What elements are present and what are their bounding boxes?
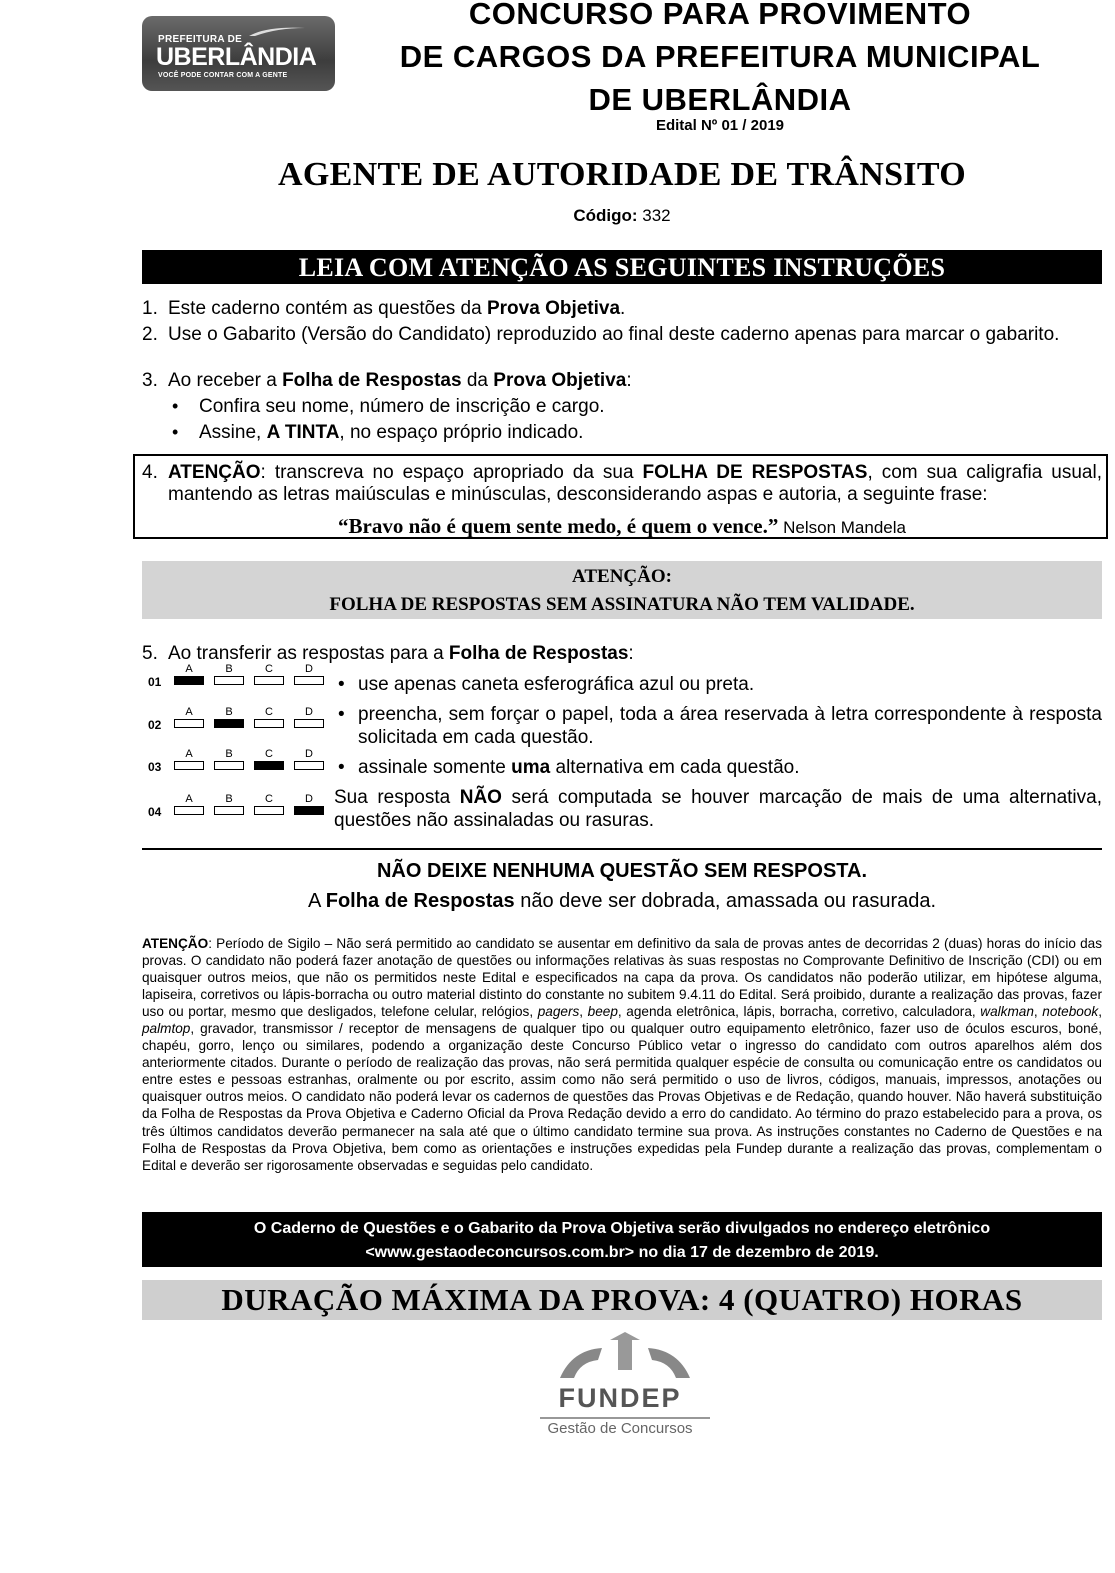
rule-4-text [334, 786, 1102, 832]
answer-example-number: 02 [148, 718, 162, 732]
i5-b: Folha de Respostas [448, 643, 629, 664]
r3-b: uma [511, 757, 551, 778]
i1-c: . [620, 298, 626, 319]
instruction-2-text: Use o Gabarito (Versão do Candidato) reproduzido ao final deste caderno apenas para marcar o gabarito. [168, 324, 1060, 345]
divulgacao-line1: O Caderno de Questões e o Gabarito da Prova Objetiva serão divulgados no endereço eletrônico [253, 1220, 991, 1237]
instruction-4-text [168, 462, 1102, 506]
option-letter-d: D [305, 748, 313, 760]
bullet-icon: • [172, 396, 179, 416]
answer-bubble [294, 676, 324, 685]
codigo-value: 332 [637, 206, 671, 225]
answer-bubble [254, 719, 284, 728]
i3-e: : [626, 370, 632, 391]
option-letter-b: B [225, 663, 233, 675]
option-letter-a: A [185, 748, 193, 760]
rule-1-bullet: • [338, 674, 345, 695]
answer-bubble [174, 719, 204, 728]
option-letter-a: A [185, 706, 193, 718]
logo-line1: PREFEITURA DE [158, 34, 243, 45]
rule-1-text: use apenas caneta esferográfica azul ou preta. [358, 674, 755, 695]
rule-3-text [358, 756, 1102, 779]
instructions-header: LEIA COM ATENÇÃO AS SEGUINTES INSTRUÇÕES [142, 250, 1102, 284]
option-letter-d: D [305, 793, 313, 805]
nao-deixe-heading: NÃO DEIXE NENHUMA QUESTÃO SEM RESPOSTA. [376, 860, 868, 882]
sigilo-s9: , [1033, 1004, 1043, 1020]
answer-bubble [214, 761, 244, 770]
answer-bubble [294, 719, 324, 728]
prefeitura-logo [142, 16, 335, 91]
folha-c: não deve ser dobrada, amassada ou rasurada. [514, 890, 937, 912]
divulgacao-banner [142, 1212, 1102, 1267]
instruction-5-text [168, 643, 1102, 665]
quote: “Bravo não é quem sente medo, é quem o vence.” [338, 514, 779, 538]
sigilo-walkman: walkman [980, 1004, 1034, 1020]
b2-a: Assine, [199, 422, 267, 443]
folha-a: A [307, 890, 326, 912]
answer-bubble [294, 806, 324, 815]
rule-2-text: preencha, sem forçar o papel, toda a área reservada à letra correspondente à resposta solicitada em cada questão. [358, 704, 1102, 748]
i1-b: Prova Objetiva [486, 298, 621, 319]
option-letter-c: C [265, 663, 273, 675]
cargo-title: AGENTE DE AUTORIDADE DE TRÂNSITO [278, 156, 966, 193]
answer-bubble [254, 806, 284, 815]
i3-c: da [461, 370, 494, 391]
option-letter-a: A [185, 663, 193, 675]
bullet-icon: • [172, 422, 179, 442]
option-letter-b: B [225, 748, 233, 760]
b2-c: , no espaço próprio indicado. [339, 422, 584, 443]
i3-b: Folha de Respostas [282, 370, 462, 391]
r3-a: assinale somente [358, 757, 512, 778]
sigilo-s5: , [579, 1004, 588, 1020]
i3-a: Ao receber a [168, 370, 283, 391]
rule-3-bullet: • [338, 757, 345, 778]
duracao-banner: DURAÇÃO MÁXIMA DA PROVA: 4 (QUATRO) HORAS [142, 1280, 1102, 1320]
answer-bubble [214, 676, 244, 685]
logo-line2: UBERLÂNDIA [156, 43, 317, 71]
r4-a: Sua resposta [334, 787, 460, 808]
divulgacao-line2: <www.gestaodeconcursos.com.br> no dia 17 de dezembro de 2019. [365, 1244, 879, 1261]
instruction-1-number: 1. [142, 298, 158, 319]
divider [142, 848, 1102, 850]
instruction-3-bullet-2 [0, 422, 1115, 446]
answer-bubble [294, 761, 324, 770]
sigilo-s2: : Período de Sigilo [208, 936, 325, 951]
answer-bubble [174, 761, 204, 770]
i4-a: ATENÇÃO [168, 462, 261, 483]
i5-c: : [628, 643, 634, 664]
r4-b: NÃO [459, 787, 502, 808]
logo-line3: VOCÊ PODE CONTAR COM A GENTE [158, 72, 288, 79]
instruction-3-text [168, 370, 1102, 392]
sigilo-paragraph [142, 935, 1102, 1174]
rule-2-bullet: • [338, 704, 345, 725]
quote-author: Nelson Mandela [778, 518, 906, 537]
i4-c: FOLHA DE RESPOSTAS [642, 462, 868, 483]
quote-line [142, 514, 1102, 539]
option-letter-d: D [305, 706, 313, 718]
option-letter-c: C [265, 793, 273, 805]
logo-swoosh-icon [247, 24, 307, 38]
b2-b: A TINTA [266, 422, 340, 443]
answer-example-number: 03 [148, 760, 162, 774]
instruction-1-text [168, 298, 1102, 320]
option-letter-c: C [265, 706, 273, 718]
option-letter-d: D [305, 663, 313, 675]
i4-b: : transcreva no espaço apropriado da sua [260, 462, 643, 483]
atencao-text: FOLHA DE RESPOSTAS SEM ASSINATURA NÃO TEM VALIDADE. [329, 594, 915, 615]
r3-c: alternativa em cada questão. [550, 757, 800, 778]
answer-bubble [174, 806, 204, 815]
concurso-title [360, 0, 1080, 121]
codigo-label: Código: [573, 206, 638, 225]
option-letter-b: B [225, 793, 233, 805]
sigilo-palmtop: palmtop [142, 1021, 191, 1037]
i1-a: Este caderno contém as questões da [168, 298, 487, 319]
i3-d: Prova Objetiva [493, 370, 627, 391]
answer-bubble [214, 719, 244, 728]
title-line2: DE CARGOS DA PREFEITURA MUNICIPAL [399, 39, 1041, 74]
instruction-3-number: 3. [142, 370, 158, 391]
sigilo-s7: , agenda eletrônica, lápis, borracha, corretivo, calculadora, [617, 1004, 981, 1020]
title-line3: DE UBERLÂNDIA [588, 82, 852, 117]
sigilo-atencao: ATENÇÃO [142, 936, 209, 951]
answer-example-number: 04 [148, 805, 162, 819]
i4-d: , com sua caligrafia usual, mantendo as letras maiúsculas e minúsculas, desconsiderando aspas e autoria, a seguinte frase: [168, 462, 1102, 505]
sigilo-notebook: notebook [1042, 1004, 1099, 1020]
instruction-4-number: 4. [142, 462, 158, 483]
sigilo-s13: , gravador, transmissor / receptor de mensagens de qualquer tipo ou qualquer outro equipamento eletrônico, fazer uso de óculos escuros, boné, chapéu, gorro, lenço ou similares, podendo a organização deste Concurso Público vetar o ingresso do candidato com outros aparelhos além dos anteriormente citados. Durante o período de realização das provas, não será permitida qualquer espécie de consulta ou comunicação entre os candidatos ou entre estes e pessoas estranhas, oralmente ou por escrito, assim como não será permitido o uso de livros, códigos, manuais, impressos, anotações ou quaisquer outros meios. O candidato não poderá levar os cadernos de questões das Provas Objetivas e de Redação, quando houver. Não haverá substituição da Folha de Respostas da Prova Objetiva e Caderno Oficial da Prova Redação devido a erro do candidato. Ao término do prazo estabelecido para a prova, os três últimos candidatos deverão permanecer na sala até que o último candidato termine sua prova. As instruções constantes no Caderno de Questões e na Folha de Respostas da Prova Objetiva, bem como as orientações e instruções expedidas pela Fundep durante a realização das provas, complementam o Edital e deverão ser rigorosamente observadas e seguidas pelo candidato. [142, 1021, 1102, 1173]
sigilo-beep: beep [587, 1004, 618, 1020]
sigilo-s3: – Não será permitido ao candidato se ausentar em definitivo da sala de provas antes de decorridas 2 (duas) horas do início das provas. O candidato não poderá fazer anotação de questões ou informações relativas às suas respostas no Comprovante Definitivo de Inscrição (CDI) ou em quaisquer outros meios, que não os permitidos neste Edital e especificados na capa da prova. Os candidatos não poderão utilizar, em hipótese alguma, lapiseira, corretivos ou lápis-borracha ou outro material distinto do constante no subitem 9.4.11 do Edital. Será proibido, durante a realização das provas, fazer uso ou portar, mesmo que desligados, telefone celular, relógios, [142, 936, 1102, 1020]
answer-bubble [214, 806, 244, 815]
bullet-2-text [199, 422, 583, 444]
bullet-1-text: Confira seu nome, número de inscrição e cargo. [199, 396, 605, 417]
option-letter-c: C [265, 748, 273, 760]
sigilo-pagers: pagers [537, 1004, 580, 1020]
answer-example-number: 01 [148, 675, 162, 689]
edital-number: Edital Nº 01 / 2019 [655, 117, 785, 134]
i5-a: Ao transferir as respostas para a [168, 643, 449, 664]
instruction-3-bullet-1 [0, 396, 1115, 420]
atencao-title: ATENÇÃO: [572, 566, 672, 587]
fundep-name: FUNDEP [558, 1383, 682, 1413]
r4-c: será computada se houver marcação de mais de uma alternativa, questões não assinaladas ou rasuras. [334, 787, 1103, 831]
folha-b: Folha de Respostas [325, 890, 515, 912]
option-letter-b: B [225, 706, 233, 718]
title-line1: CONCURSO PARA PROVIMENTO [468, 0, 972, 31]
sigilo-s11: , [1098, 1004, 1102, 1020]
option-letter-a: A [185, 793, 193, 805]
answer-bubble [254, 761, 284, 770]
atencao-box [142, 561, 1102, 619]
instruction-2-number: 2. [142, 324, 158, 345]
answer-bubble [174, 676, 204, 685]
folha-warning [84, 890, 1115, 913]
cargo-codigo [142, 206, 1102, 226]
instruction-5-number: 5. [142, 643, 158, 664]
fundep-subtitle: Gestão de Concursos [547, 1420, 693, 1437]
answer-bubble [254, 676, 284, 685]
